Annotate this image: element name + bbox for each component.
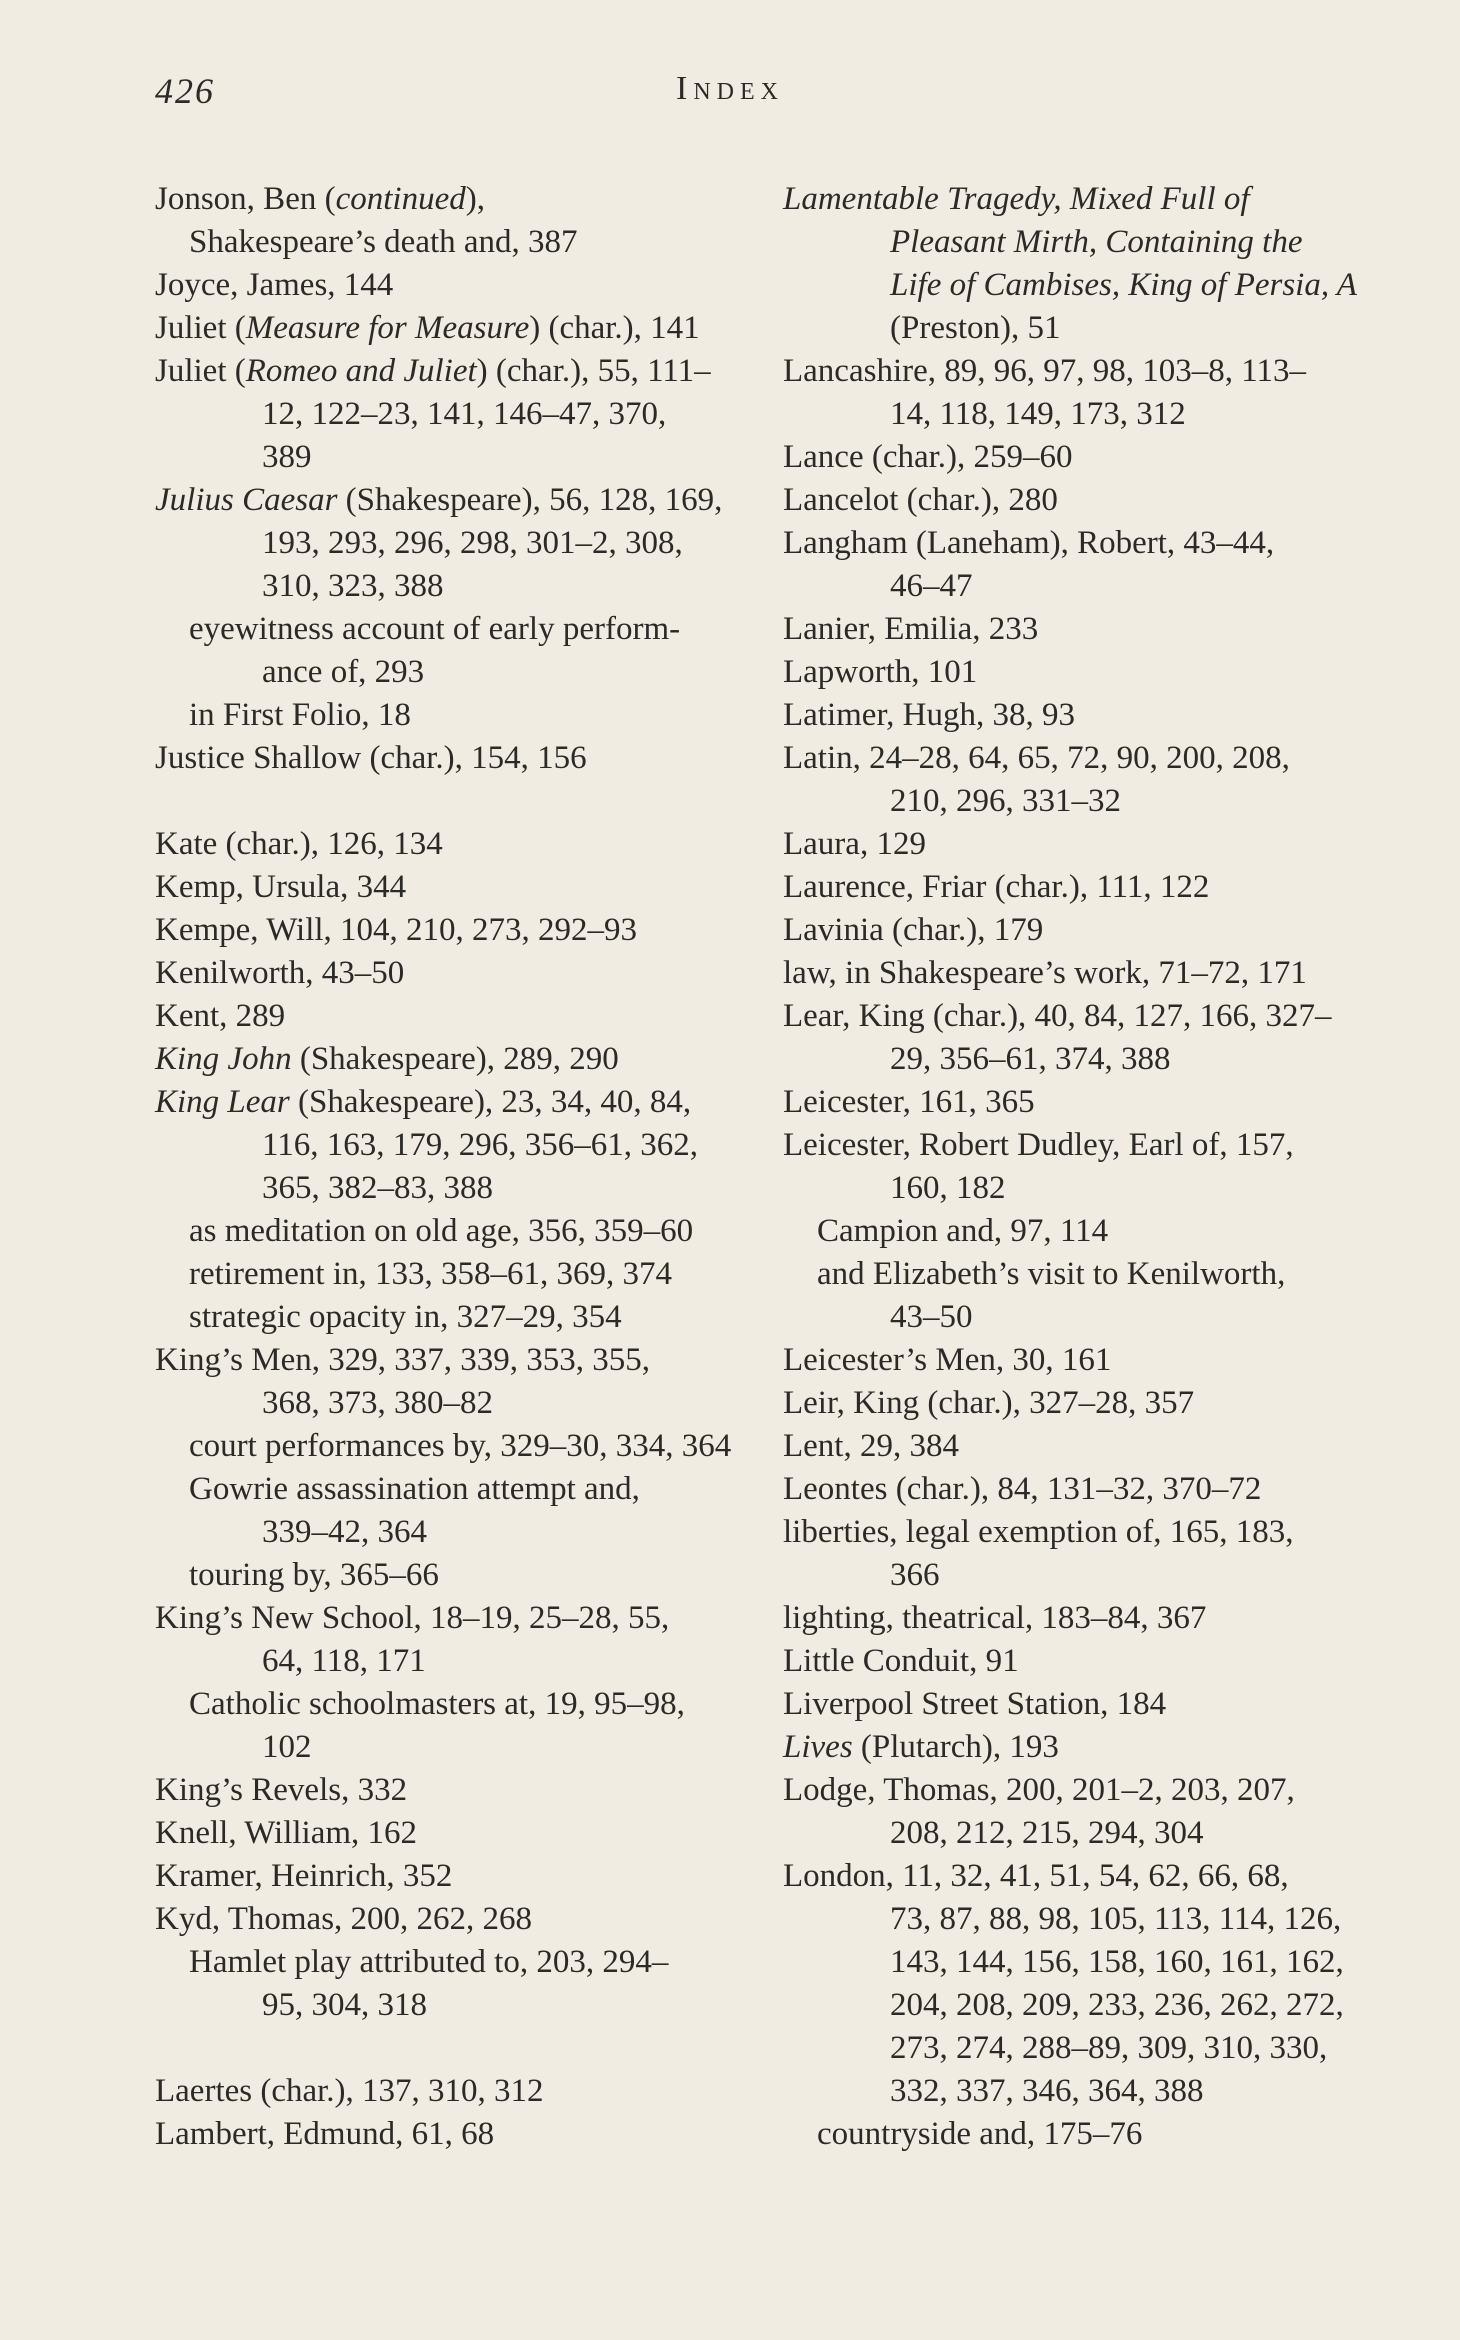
entry-line: Leir, King (char.), 327–28, 357 [783, 1385, 1195, 1421]
index-subentry [783, 1253, 1373, 1339]
index-entry [155, 737, 745, 780]
italic-title: King John [155, 1041, 292, 1077]
index-entry [155, 1769, 745, 1812]
index-entry [155, 995, 745, 1038]
entry-continuation-line: 64, 118, 171 [262, 1643, 426, 1679]
entry-line: King’s Men, 329, 337, 339, 353, 355, [155, 1342, 650, 1378]
index-entry [155, 909, 745, 952]
index-entry [155, 1812, 745, 1855]
entry-line: Lance (char.), 259–60 [783, 439, 1073, 475]
entry-continuation-line: 273, 274, 288–89, 309, 310, 330, [890, 2030, 1328, 2066]
index-entry [783, 1468, 1373, 1511]
letter-gap [155, 780, 745, 823]
entry-line: Liverpool Street Station, 184 [783, 1686, 1167, 1722]
entry-continuation-line: 368, 373, 380–82 [262, 1385, 493, 1421]
index-entry [783, 1425, 1373, 1468]
entry-line: Kemp, Ursula, 344 [155, 869, 407, 905]
index-entry [155, 479, 745, 608]
entry-line: lighting, theatrical, 183–84, 367 [783, 1600, 1207, 1636]
index-column-right [783, 178, 1373, 2156]
index-entry [783, 1511, 1373, 1597]
page-number: 426 [155, 71, 215, 111]
entry-continuation-line: 12, 122–23, 141, 146–47, 370, [262, 396, 667, 432]
index-entry [783, 178, 1373, 350]
entry-line: Kramer, Heinrich, 352 [155, 1858, 453, 1894]
index-entry [155, 2070, 745, 2113]
italic-title: Measure for Measure [245, 310, 530, 346]
entry-line: Lavinia (char.), 179 [783, 912, 1044, 948]
entry-line: Julius Caesar (Shakespeare), 56, 128, 169, [155, 482, 723, 518]
italic-title: King Lear [155, 1084, 290, 1120]
entry-line: Leontes (char.), 84, 131–32, 370–72 [783, 1471, 1262, 1507]
index-entry [783, 1769, 1373, 1855]
index-entry [783, 350, 1373, 436]
index-subentry [155, 1253, 745, 1296]
entry-line: King Lear (Shakespeare), 23, 34, 40, 84, [155, 1084, 692, 1120]
entry-continuation-line: 73, 87, 88, 98, 105, 113, 114, 126, [890, 1901, 1342, 1937]
entry-line: Jonson, Ben (continued), [155, 181, 485, 217]
index-subentry [155, 1468, 745, 1554]
index-entry [783, 1855, 1373, 2113]
entry-continuation-line: ance of, 293 [262, 654, 425, 690]
entry-continuation-line: (Preston), 51 [890, 310, 1061, 346]
index-entry [783, 479, 1373, 522]
index-subentry [783, 1210, 1373, 1253]
index-entry [783, 1081, 1373, 1124]
entry-line: Langham (Laneham), Robert, 43–44, [783, 525, 1275, 561]
entry-continuation-line: 43–50 [890, 1299, 973, 1335]
entry-line: Leicester, 161, 365 [783, 1084, 1035, 1120]
index-entry [783, 823, 1373, 866]
entry-line: Justice Shallow (char.), 154, 156 [155, 740, 587, 776]
entry-line: Knell, William, 162 [155, 1815, 418, 1851]
entry-continuation-line: 210, 296, 331–32 [890, 783, 1121, 819]
entry-line: Juliet (Measure for Measure) (char.), 141 [155, 310, 700, 346]
entry-continuation-line: 14, 118, 149, 173, 312 [890, 396, 1186, 432]
entry-line: Laura, 129 [783, 826, 926, 862]
entry-continuation-line: 365, 382–83, 388 [262, 1170, 493, 1206]
entry-line: Laertes (char.), 137, 310, 312 [155, 2073, 544, 2109]
index-entry [783, 1640, 1373, 1683]
entry-line: Campion and, 97, 114 [817, 1213, 1109, 1249]
entry-line: as meditation on old age, 356, 359–60 [189, 1213, 694, 1249]
entry-line: Joyce, James, 144 [155, 267, 394, 303]
entry-continuation-line: 204, 208, 209, 233, 236, 262, 272, [890, 1987, 1344, 2023]
entry-line: Lanier, Emilia, 233 [783, 611, 1039, 647]
index-subentry [155, 608, 745, 694]
entry-continuation-line: 208, 212, 215, 294, 304 [890, 1815, 1204, 1851]
index-subentry [155, 1683, 745, 1769]
entry-line: law, in Shakespeare’s work, 71–72, 171 [783, 955, 1307, 991]
index-entry [155, 1081, 745, 1210]
entry-continuation-line: 339–42, 364 [262, 1514, 427, 1550]
index-column-left [155, 178, 745, 2156]
index-entry [155, 350, 745, 479]
index-entry [783, 737, 1373, 823]
italic-title: continued [335, 181, 466, 217]
index-entry [783, 651, 1373, 694]
entry-line: Lapworth, 101 [783, 654, 978, 690]
entry-continuation-line: 102 [262, 1729, 312, 1765]
entry-continuation-line: 332, 337, 346, 364, 388 [890, 2073, 1204, 2109]
letter-gap [155, 2027, 745, 2070]
italic-title: Life of Cambises, King of Persia, A [890, 267, 1357, 303]
entry-continuation-line [783, 264, 1373, 307]
entry-line: Kate (char.), 126, 134 [155, 826, 443, 862]
index-entry [155, 1597, 745, 1683]
italic-title: Lives [783, 1729, 853, 1765]
entry-line: Juliet (Romeo and Juliet) (char.), 55, 111– [155, 353, 711, 389]
entry-line: Lent, 29, 384 [783, 1428, 959, 1464]
entry-continuation-line: 143, 144, 156, 158, 160, 161, 162, [890, 1944, 1344, 1980]
entry-continuation-line [783, 221, 1373, 264]
entry-line: King’s Revels, 332 [155, 1772, 408, 1808]
entry-continuation-line: 193, 293, 296, 298, 301–2, 308, [262, 525, 683, 561]
index-entry [783, 436, 1373, 479]
index-entry [155, 178, 745, 221]
index-subentry [155, 1296, 745, 1339]
index-entry [783, 952, 1373, 995]
index-subentry [155, 1425, 745, 1468]
index-entry [783, 1597, 1373, 1640]
index-subentry [155, 1941, 745, 2027]
index-entry [783, 1382, 1373, 1425]
italic-title: Romeo and Juliet [245, 353, 477, 389]
index-entry [155, 866, 745, 909]
index-entry [783, 1124, 1373, 1210]
entry-continuation-line: 160, 182 [890, 1170, 1006, 1206]
entry-line: in First Folio, 18 [189, 697, 411, 733]
entry-line: court performances by, 329–30, 334, 364 [189, 1428, 732, 1464]
index-entry [155, 1898, 745, 1941]
entry-line: Leicester’s Men, 30, 161 [783, 1342, 1112, 1378]
entry-line: Catholic schoolmasters at, 19, 95–98, [189, 1686, 685, 1722]
entry-line: Lodge, Thomas, 200, 201–2, 203, 207, [783, 1772, 1295, 1808]
italic-title: Julius Caesar [155, 482, 338, 518]
index-entry [155, 2113, 745, 2156]
entry-line: Latimer, Hugh, 38, 93 [783, 697, 1075, 733]
entry-line: retirement in, 133, 358–61, 369, 374 [189, 1256, 673, 1292]
entry-line: Lancelot (char.), 280 [783, 482, 1058, 518]
italic-title: Lamentable Tragedy, Mixed Full of [783, 181, 1250, 217]
entry-line: Kyd, Thomas, 200, 262, 268 [155, 1901, 533, 1937]
entry-line: touring by, 365–66 [189, 1557, 439, 1593]
entry-line: Hamlet play attributed to, 203, 294– [189, 1944, 669, 1980]
entry-continuation-line: 310, 323, 388 [262, 568, 444, 604]
index-entry [783, 866, 1373, 909]
entry-continuation-line: 366 [890, 1557, 940, 1593]
entry-line: Laurence, Friar (char.), 111, 122 [783, 869, 1210, 905]
entry-line: London, 11, 32, 41, 51, 54, 62, 66, 68, [783, 1858, 1289, 1894]
entry-line: Shakespeare’s death and, 387 [189, 224, 578, 260]
entry-line: Little Conduit, 91 [783, 1643, 1019, 1679]
index-subentry [155, 694, 745, 737]
entry-line: King John (Shakespeare), 289, 290 [155, 1041, 619, 1077]
running-head: Index [676, 70, 784, 107]
index-subentry [155, 221, 745, 264]
entry-line: Kenilworth, 43–50 [155, 955, 405, 991]
entry-line: Lancashire, 89, 96, 97, 98, 103–8, 113– [783, 353, 1307, 389]
entry-line: Gowrie assassination attempt and, [189, 1471, 640, 1507]
entry-line: strategic opacity in, 327–29, 354 [189, 1299, 622, 1335]
index-entry [155, 307, 745, 350]
index-entry [155, 1855, 745, 1898]
index-entry [783, 694, 1373, 737]
index-entry [783, 995, 1373, 1081]
entry-line [783, 178, 1373, 221]
entry-line: and Elizabeth’s visit to Kenilworth, [817, 1256, 1286, 1292]
entry-line: liberties, legal exemption of, 165, 183, [783, 1514, 1294, 1550]
index-subentry [155, 1210, 745, 1253]
entry-line: Lives (Plutarch), 193 [783, 1729, 1059, 1765]
entry-line: Lear, King (char.), 40, 84, 127, 166, 327– [783, 998, 1332, 1034]
entry-line: King’s New School, 18–19, 25–28, 55, [155, 1600, 670, 1636]
index-entry [783, 522, 1373, 608]
entry-line: Kempe, Will, 104, 210, 273, 292–93 [155, 912, 638, 948]
entry-continuation-line: 95, 304, 318 [262, 1987, 427, 2023]
index-entry [155, 264, 745, 307]
index-entry [155, 1339, 745, 1425]
entry-continuation-line: 46–47 [890, 568, 973, 604]
index-subentry [783, 2113, 1373, 2156]
entry-line: countryside and, 175–76 [817, 2116, 1143, 2152]
index-subentry [155, 1554, 745, 1597]
index-entry [155, 823, 745, 866]
entry-line: Lambert, Edmund, 61, 68 [155, 2116, 495, 2152]
entry-continuation-line: 116, 163, 179, 296, 356–61, 362, [262, 1127, 699, 1163]
index-entry [783, 1339, 1373, 1382]
index-entry [783, 1726, 1373, 1769]
entry-line: Kent, 289 [155, 998, 286, 1034]
index-entry [783, 909, 1373, 952]
index-entry [155, 1038, 745, 1081]
entry-continuation-line: 389 [262, 439, 312, 475]
entry-line: Leicester, Robert Dudley, Earl of, 157, [783, 1127, 1294, 1163]
entry-line: Latin, 24–28, 64, 65, 72, 90, 200, 208, [783, 740, 1290, 776]
entry-line: eyewitness account of early perform- [189, 611, 681, 647]
italic-title: Pleasant Mirth, Containing the [890, 224, 1303, 260]
index-entry [783, 1683, 1373, 1726]
index-entry [155, 952, 745, 995]
index-entry [783, 608, 1373, 651]
entry-continuation-line: 29, 356–61, 374, 388 [890, 1041, 1171, 1077]
